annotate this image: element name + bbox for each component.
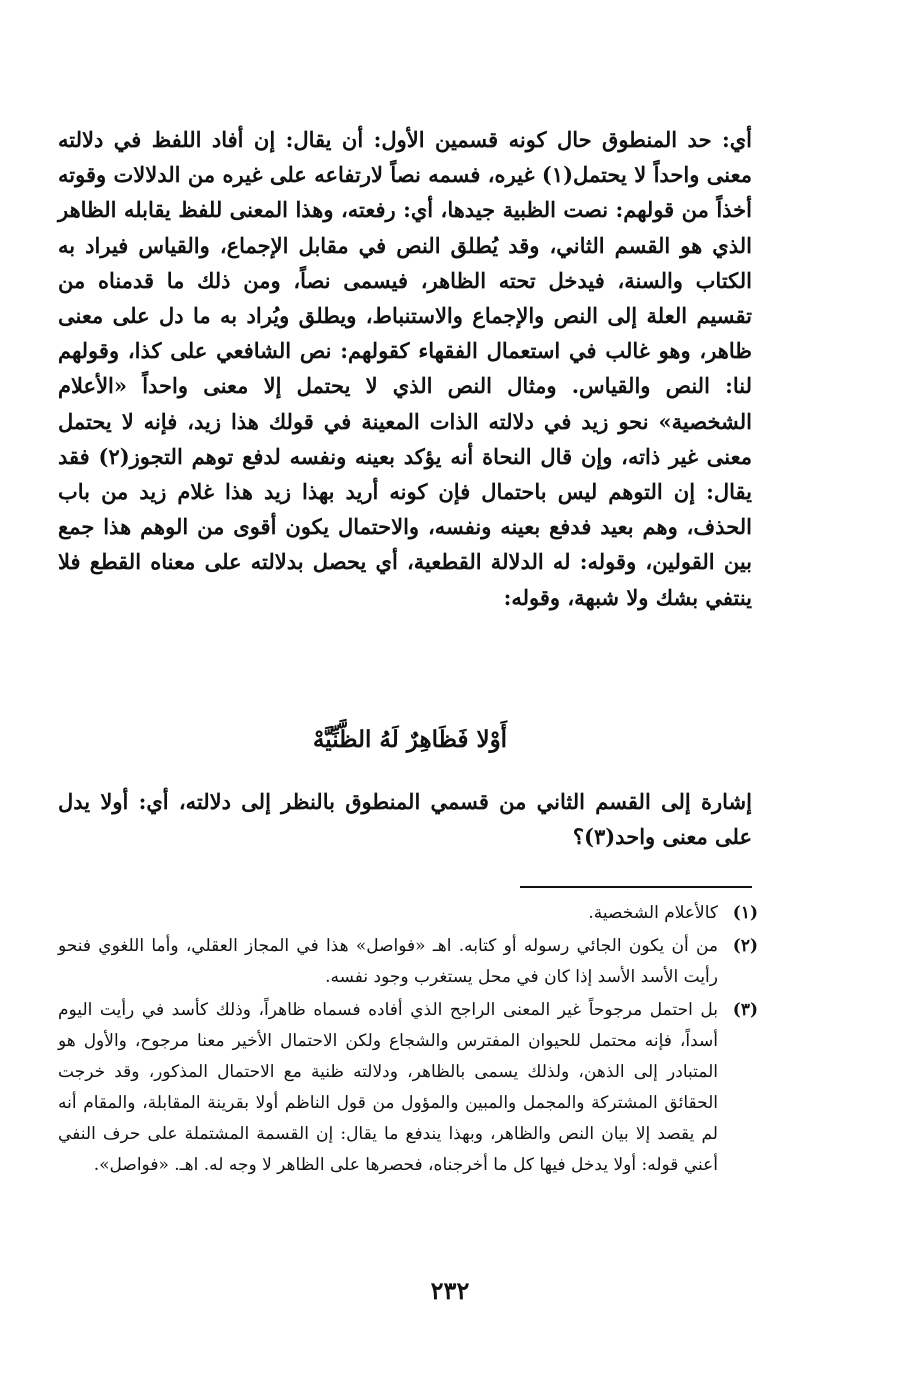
body-paragraph-2: إشارة إلى القسم الثاني من قسمي المنطوق بالنظر إلى دلالته، أي: أولا يدل على معنى واحد(٣)؟ <box>58 789 752 850</box>
footnote-2 <box>58 931 758 993</box>
footnote-3 <box>58 995 758 1181</box>
main-text-continuation <box>58 784 752 854</box>
page-number: ٢٣٢ <box>430 1276 470 1305</box>
footnote-text: من أن يكون الجائي رسوله أو كتابه. اهـ «فواصل» هذا في المجاز العقلي، وأما اللغوي فنحو رأيت الأسد الأسد إذا كان في محل يستغرب وجود نفسه. <box>58 936 718 987</box>
footnote-1 <box>58 898 758 929</box>
footnotes <box>58 898 758 1183</box>
main-text-block <box>58 122 752 615</box>
footnote-text: كالأعلام الشخصية. <box>588 903 718 923</box>
footnote-number: (٣) <box>732 1000 758 1020</box>
footnote-number: (٢) <box>732 936 758 956</box>
footnote-separator <box>520 886 752 888</box>
verse-line: أَوْلا فَظَاهِرٌ لَهُ الظَّنِّيَّهْ <box>312 726 508 753</box>
body-paragraph-1: أي: حد المنطوق حال كونه قسمين الأول: أن يقال: إن أفاد اللفظ في دلالته معنى واحداً لا يحتمل(١) غيره، فسمه نصاً لارتفاعه على غيره من الدلالات وقوته أخذاً من قولهم: نصت الظبية جيدها، أي: رفعته، وهذا المعنى للفظ يقابله الظاهر الذي هو القسم الثاني، وقد يُطلق النص في مقابل الإجماع، والقياس فيراد به الكتاب والسنة، فيدخل تحته الظاهر، فيسمى نصاً، ومن ذلك ما قدمناه من تقسيم العلة إلى النص والإجماع والاستنباط، ويطلق ويُراد به ما دل على معنى ظاهر، وهو غالب في استعمال الفقهاء كقولهم: نص الشافعي على كذا، وقولهم لنا: النص والقياس. ومثال النص الذي لا يحتمل إلا معنى واحداً «الأعلام الشخصية» نحو زيد في دلالته الذات المعينة في قولك هذا زيد، فإنه لا يحتمل معنى غير ذاته، وإن قال النحاة أنه يؤكد بعينه ونفسه لدفع توهم التجوز(٢) فقد يقال: إن التوهم ليس باحتمال فإن كونه أريد بهذا زيد هذا غلام زيد من باب الحذف، وهم بعيد فدفع بعينه ونفسه، والاحتمال يكون أقوى من الوهم هذا جمع بين القولين، وقوله: له الدلالة القطعية، أي يحصل بدلالته على معناه القطع فلا ينتفي بشك ولا شبهة، وقوله: <box>58 127 753 610</box>
footnote-number: (١) <box>732 903 758 923</box>
footnote-text: بل احتمل مرجوحاً غير المعنى الراجح الذي أفاده فسماه ظاهراً، وذلك كأسد في رأيت اليوم أسداً، فإنه محتمل للحيوان المفترس والشجاع ولكن الاحتمال الأخير معنا مرجوح، والأول هو المتبادر إلى الذهن، ولذلك يسمى بالظاهر، ودلالته ظنية مع الاحتمال المذكور، وقد خرجت الحقائق المشتركة والمجمل والمبين والمؤول من قول الناظم أولا بقرينة المقابلة، والمقام أنه لم يقصد إلا بيان النص والظاهر، وبهذا يندفع ما يقال: إن القسمة المشتملة على حرف النفي أعني قوله: أولا يدخل فيها كل ما أخرجناه، فحصرها على الظاهر لا وجه له. اهـ. «فواصل». <box>58 1000 718 1175</box>
